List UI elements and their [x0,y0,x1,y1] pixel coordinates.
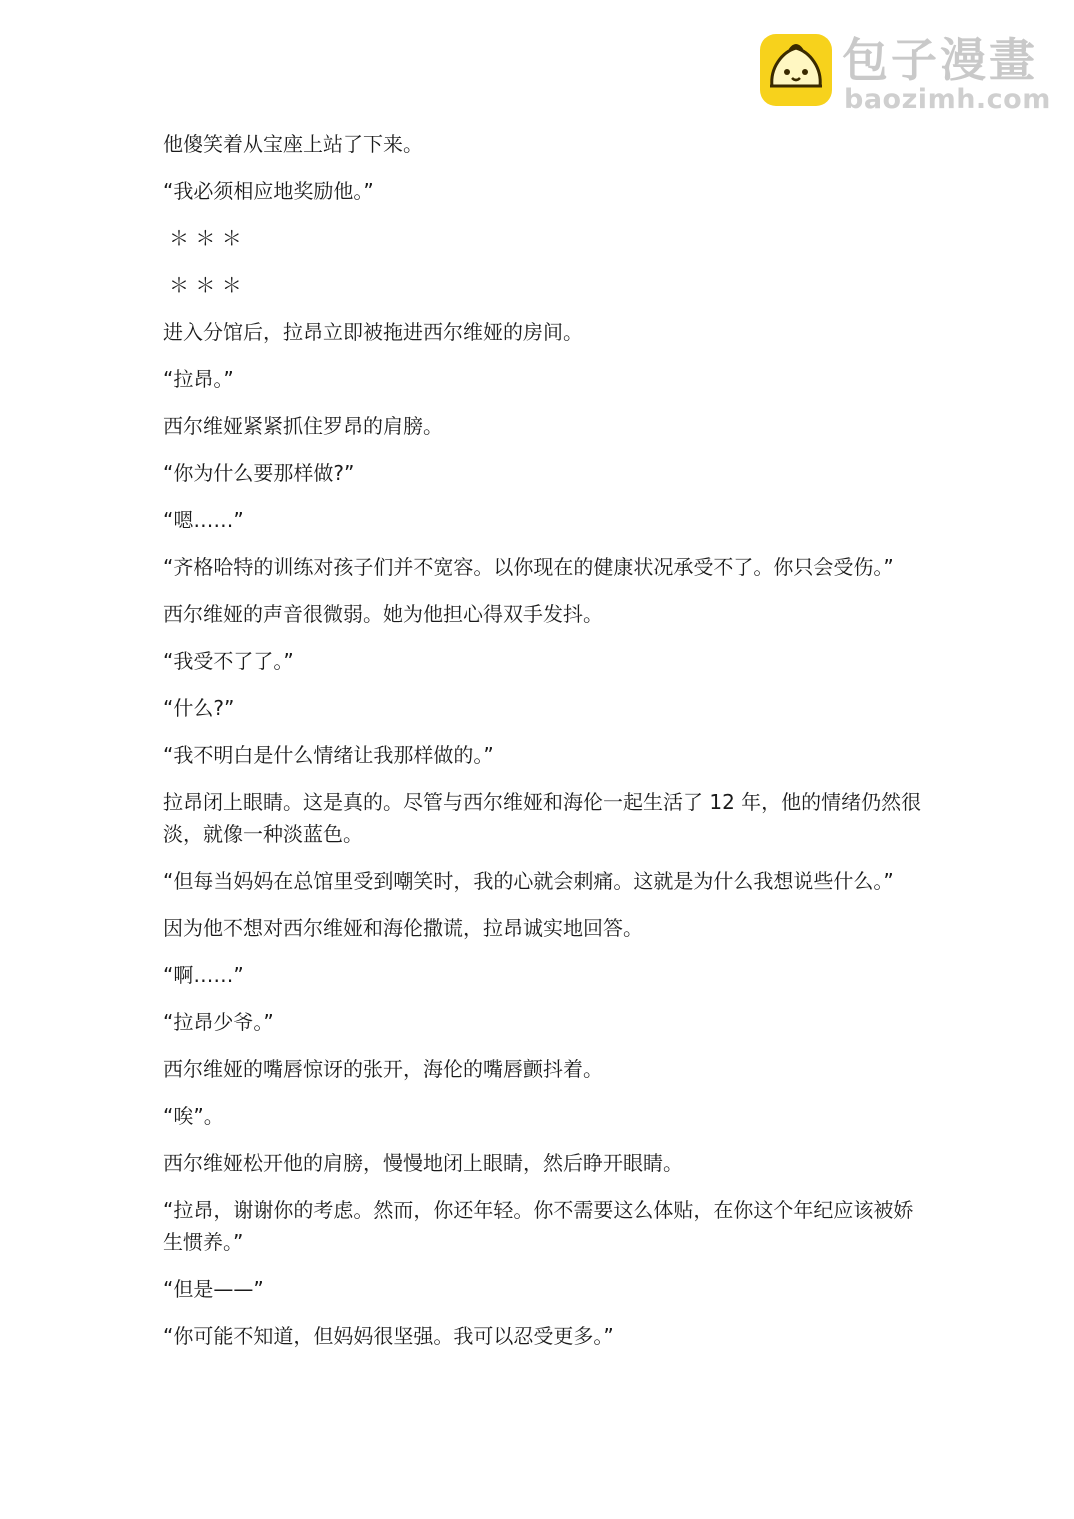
watermark-url: baozimh.com [844,84,1051,115]
paragraph: “但每当妈妈在总馆里受到嘲笑时，我的心就会刺痛。这就是为什么我想说些什么。” [163,869,894,893]
paragraph: 西尔维娅紧紧抓住罗昂的肩膀。 [163,414,443,438]
paragraph: “我不明白是什么情绪让我那样做的。” [163,743,494,767]
paragraph: “拉昂。” [163,367,234,391]
paragraph: 拉昂闭上眼睛。这是真的。尽管与西尔维娅和海伦一起生活了 12 年，他的情绪仍然很淡，就像一种淡蓝色。 [163,790,922,846]
paragraph: 西尔维娅的声音很微弱。她为他担心得双手发抖。 [163,602,603,626]
paragraph: “齐格哈特的训练对孩子们并不宽容。以你现在的健康状况承受不了。你只会受伤。” [163,555,894,579]
paragraph: “你可能不知道，但妈妈很坚强。我可以忍受更多。” [163,1324,614,1348]
paragraph: 他傻笑着从宝座上站了下来。 [163,132,423,156]
paragraph: “唉”。 [163,1104,224,1128]
scene-break: ＊ ＊ ＊ [169,226,242,250]
paragraph: 西尔维娅的嘴唇惊讶的张开，海伦的嘴唇颤抖着。 [163,1057,603,1081]
document-body [163,128,923,1367]
paragraph: “拉昂，谢谢你的考虑。然而，你还年轻。你不需要这么体贴，在你这个年纪应该被娇生惯养。” [163,1198,914,1254]
paragraph: “你为什么要那样做?” [163,461,355,485]
paragraph: “啊……” [163,963,244,987]
paragraph: “我必须相应地奖励他。” [163,179,374,203]
paragraph: “我受不了了。” [163,649,294,673]
paragraph: “但是——” [163,1277,264,1301]
paragraph: 因为他不想对西尔维娅和海伦撒谎，拉昂诚实地回答。 [163,916,643,940]
paragraph: “什么?” [163,696,235,720]
paragraph: 西尔维娅松开他的肩膀，慢慢地闭上眼睛，然后睁开眼睛。 [163,1151,683,1175]
scene-break: ＊ ＊ ＊ [169,273,242,297]
paragraph: 进入分馆后，拉昂立即被拖进西尔维娅的房间。 [163,320,583,344]
bun-face-icon [760,34,832,106]
watermark [760,34,1060,114]
paragraph: “拉昂少爷。” [163,1010,274,1034]
watermark-title: 包子漫畫 [842,33,1038,87]
paragraph: “嗯……” [163,508,244,532]
